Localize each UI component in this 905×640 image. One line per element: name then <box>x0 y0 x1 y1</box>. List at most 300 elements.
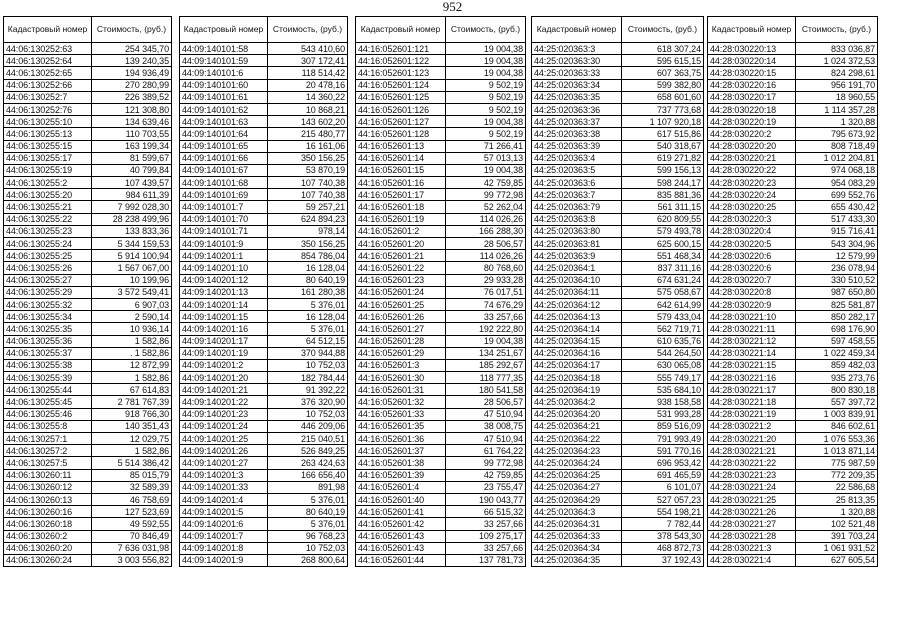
table-row <box>532 359 704 371</box>
table-row <box>180 506 348 518</box>
cost-cell: 33 257,66 <box>446 542 526 554</box>
table-row <box>532 433 704 445</box>
cost-cell: 791 993,49 <box>622 433 704 445</box>
cadastral-number-cell: 44:28:030220:24 <box>708 189 796 201</box>
cadastral-number-cell: 44:06:130255:24 <box>4 238 92 250</box>
cadastral-number-cell: 44:09:140201:5 <box>180 506 268 518</box>
table-row <box>180 225 348 237</box>
cadastral-number-cell: 44:25:020363:79 <box>532 201 622 213</box>
cost-cell: 655 430,42 <box>796 201 878 213</box>
cadastral-number-cell: 44:28:030221:25 <box>708 493 796 505</box>
table-row <box>4 116 172 128</box>
cadastral-number-cell: 44:25:020364:11 <box>532 286 622 298</box>
cost-cell: 47 510,94 <box>446 433 526 445</box>
cost-table-2 <box>179 16 348 567</box>
cadastral-number-cell: 44:28:030220:21 <box>708 152 796 164</box>
cost-cell: 376 320,90 <box>268 396 348 408</box>
cadastral-number-cell: 44:06:130255:34 <box>4 311 92 323</box>
cadastral-number-cell: 44:09:140101:58 <box>180 43 268 55</box>
table-row <box>4 506 172 518</box>
cost-cell: 52 262,04 <box>446 201 526 213</box>
cost-cell: 595 615,15 <box>622 55 704 67</box>
cadastral-number-cell: 44:25:020364:27 <box>532 481 622 493</box>
cost-cell: 33 257,66 <box>446 311 526 323</box>
cost-cell: 7 992 028,30 <box>92 201 172 213</box>
table-row <box>4 140 172 152</box>
cadastral-number-cell: 44:28:030220:9 <box>708 298 796 310</box>
table-row <box>356 177 526 189</box>
table-row <box>532 103 704 115</box>
table-row <box>180 347 348 359</box>
table-row <box>180 396 348 408</box>
cadastral-number-cell: 44:06:130252:64 <box>4 55 92 67</box>
cadastral-number-cell: 44:28:030220:3 <box>708 213 796 225</box>
table-row <box>532 335 704 347</box>
cadastral-number-cell: 44:25:020363:36 <box>532 103 622 115</box>
cadastral-number-cell: 44:06:130260:2 <box>4 530 92 542</box>
table-row <box>356 457 526 469</box>
table-row <box>356 67 526 79</box>
cost-cell: 109 275,17 <box>446 530 526 542</box>
page-number: 952 <box>442 0 463 14</box>
table-row <box>180 335 348 347</box>
cost-cell: 236 078,94 <box>796 262 878 274</box>
table-row <box>4 433 172 445</box>
cost-cell: 3 572 549,41 <box>92 286 172 298</box>
cost-cell: 163 199,34 <box>92 140 172 152</box>
table-row <box>4 274 172 286</box>
cadastral-number-cell: 44:28:030221:16 <box>708 372 796 384</box>
cadastral-number-cell: 44:25:020364:17 <box>532 359 622 371</box>
cadastral-number-cell: 44:28:030221:17 <box>708 384 796 396</box>
cost-cell: 699 552,76 <box>796 189 878 201</box>
table-row <box>708 79 878 91</box>
cadastral-number-cell: 44:25:020363:9 <box>532 250 622 262</box>
cost-cell: 1 582,86 <box>92 372 172 384</box>
cadastral-number-cell: 44:09:140201:14 <box>180 298 268 310</box>
cadastral-number-cell: 44:09:140101:61 <box>180 91 268 103</box>
table-row <box>180 311 348 323</box>
table-row <box>180 286 348 298</box>
cadastral-number-cell: 44:06:130255:32 <box>4 298 92 310</box>
table-row <box>356 103 526 115</box>
cost-cell: 1 107 920,18 <box>622 116 704 128</box>
cadastral-number-cell: 44:09:140201:7 <box>180 530 268 542</box>
header-cost: Стоимость, (руб.) <box>796 17 878 43</box>
cost-cell: 5 376,01 <box>268 323 348 335</box>
cost-cell: 698 176,90 <box>796 323 878 335</box>
table-row <box>356 140 526 152</box>
cadastral-number-cell: 44:28:030220:2 <box>708 128 796 140</box>
table-row <box>4 128 172 140</box>
table-row <box>4 79 172 91</box>
cadastral-number-cell: 44:28:030221:21 <box>708 445 796 457</box>
header-cost: Стоимость, (руб.) <box>268 17 348 43</box>
table-row <box>708 530 878 542</box>
table-row <box>356 445 526 457</box>
cost-cell: 630 065,08 <box>622 359 704 371</box>
cadastral-number-cell: 44:28:030220:15 <box>708 67 796 79</box>
cadastral-number-cell: 44:25:020364:20 <box>532 408 622 420</box>
cadastral-number-cell: 44:06:130255:36 <box>4 335 92 347</box>
cost-cell: 263 424,63 <box>268 457 348 469</box>
cost-cell: 66 515,32 <box>446 506 526 518</box>
cost-cell: 825 581,87 <box>796 298 878 310</box>
cost-cell: 3 003 556,82 <box>92 554 172 566</box>
table-row <box>180 250 348 262</box>
cost-cell: 14 360,22 <box>268 91 348 103</box>
cadastral-number-cell: 44:28:030221:18 <box>708 396 796 408</box>
table-row <box>532 274 704 286</box>
table-row <box>356 481 526 493</box>
cost-cell: 215 040,51 <box>268 433 348 445</box>
cost-cell: 5 376,01 <box>268 298 348 310</box>
cadastral-number-cell: 44:16:052601:30 <box>356 372 446 384</box>
cost-cell: 64 512,15 <box>268 335 348 347</box>
table-row <box>356 91 526 103</box>
cadastral-number-cell: 44:16:052601:43 <box>356 530 446 542</box>
cadastral-number-cell: 44:25:020363:8 <box>532 213 622 225</box>
cost-cell: 617 515,86 <box>622 128 704 140</box>
cost-cell: 984 611,39 <box>92 189 172 201</box>
cost-cell: 674 631,24 <box>622 274 704 286</box>
cost-cell: 557 397,72 <box>796 396 878 408</box>
table-row <box>356 116 526 128</box>
cost-cell: 974 068,18 <box>796 164 878 176</box>
cost-cell: 19 004,38 <box>446 67 526 79</box>
cadastral-number-cell: 44:06:130255:22 <box>4 213 92 225</box>
cadastral-number-cell: 44:25:020364:25 <box>532 469 622 481</box>
cost-cell: 166 656,40 <box>268 469 348 481</box>
table-row <box>180 79 348 91</box>
cadastral-number-cell: 44:09:140201:10 <box>180 262 268 274</box>
cost-cell: 23 755,47 <box>446 481 526 493</box>
cadastral-number-cell: 44:25:020364:21 <box>532 420 622 432</box>
cadastral-number-cell: 44:16:052601:42 <box>356 518 446 530</box>
table-row <box>4 347 172 359</box>
cost-cell: 350 156,25 <box>268 238 348 250</box>
table-row <box>708 262 878 274</box>
cost-cell: 12 579,99 <box>796 250 878 262</box>
table-row <box>532 384 704 396</box>
table-row <box>4 201 172 213</box>
cost-cell: 118 514,42 <box>268 67 348 79</box>
cost-cell: 978,14 <box>268 225 348 237</box>
cadastral-number-cell: 44:28:030220:19 <box>708 116 796 128</box>
table-row <box>708 433 878 445</box>
cadastral-number-cell: 44:16:052601:21 <box>356 250 446 262</box>
cost-cell: 598 244,17 <box>622 177 704 189</box>
table-row <box>356 433 526 445</box>
table-row <box>532 298 704 310</box>
cost-cell: 22 586,68 <box>796 481 878 493</box>
cost-cell: 25 813,35 <box>796 493 878 505</box>
table-row <box>708 481 878 493</box>
table-row <box>356 250 526 262</box>
cost-cell: 28 238 499,96 <box>92 213 172 225</box>
cadastral-number-cell: 44:09:140101:69 <box>180 189 268 201</box>
cost-cell: 531 993,28 <box>622 408 704 420</box>
cadastral-number-cell: 44:28:030221:2 <box>708 420 796 432</box>
cost-cell: 99 772,98 <box>446 457 526 469</box>
cadastral-number-cell: 44:25:020363:5 <box>532 164 622 176</box>
table-row <box>708 116 878 128</box>
cadastral-number-cell: 44:25:020364:24 <box>532 457 622 469</box>
cadastral-number-cell: 44:09:140101:60 <box>180 79 268 91</box>
table-row <box>180 201 348 213</box>
cadastral-number-cell: 44:16:052601:24 <box>356 286 446 298</box>
table-row <box>4 311 172 323</box>
table-row <box>356 396 526 408</box>
table-row <box>708 67 878 79</box>
cadastral-number-cell: 44:25:020364:12 <box>532 298 622 310</box>
cadastral-number-cell: 44:28:030220:17 <box>708 91 796 103</box>
cost-cell: 775 987,59 <box>796 457 878 469</box>
cost-cell: 5 514 386,42 <box>92 457 172 469</box>
cost-cell: 268 800,64 <box>268 554 348 566</box>
header-cadastral-number: Кадастровый номер <box>4 17 92 43</box>
table-row <box>708 286 878 298</box>
table-row <box>708 518 878 530</box>
table-row <box>708 55 878 67</box>
cost-cell: 370 944,88 <box>268 347 348 359</box>
cadastral-number-cell: 44:06:130255:23 <box>4 225 92 237</box>
table-row <box>180 530 348 542</box>
cost-cell: 102 521,48 <box>796 518 878 530</box>
cadastral-number-cell: 44:28:030221:10 <box>708 311 796 323</box>
cost-cell: 1 003 839,91 <box>796 408 878 420</box>
table-row <box>4 225 172 237</box>
cadastral-number-cell: 44:16:052601:121 <box>356 43 446 55</box>
cost-cell: 161 280,38 <box>268 286 348 298</box>
table-row <box>532 518 704 530</box>
table-row <box>180 213 348 225</box>
header-cadastral-number: Кадастровый номер <box>356 17 446 43</box>
cadastral-number-cell: 44:09:140201:16 <box>180 323 268 335</box>
cost-cell: 540 318,67 <box>622 140 704 152</box>
cost-cell: 10 752,03 <box>268 359 348 371</box>
cadastral-number-cell: 44:28:030220:4 <box>708 225 796 237</box>
cost-cell: 772 209,35 <box>796 469 878 481</box>
cost-cell: 9 502,19 <box>446 91 526 103</box>
cadastral-number-cell: 44:28:030220:8 <box>708 286 796 298</box>
table-row <box>532 420 704 432</box>
cost-cell: 143 602,20 <box>268 116 348 128</box>
cadastral-number-cell: 44:25:020363:37 <box>532 116 622 128</box>
cadastral-number-cell: 44:25:020363:34 <box>532 79 622 91</box>
table-row <box>708 152 878 164</box>
cadastral-number-cell: 44:25:020364:22 <box>532 433 622 445</box>
cadastral-number-cell: 44:16:052601:17 <box>356 189 446 201</box>
table-row <box>708 189 878 201</box>
cadastral-number-cell: 44:16:052601:29 <box>356 347 446 359</box>
cadastral-number-cell: 44:16:052601:2 <box>356 225 446 237</box>
table-row <box>708 372 878 384</box>
cost-cell: 81 599,67 <box>92 152 172 164</box>
table-row <box>708 335 878 347</box>
cost-cell: 254 345,70 <box>92 43 172 55</box>
cadastral-number-cell: 44:16:052601:128 <box>356 128 446 140</box>
cost-cell: 194 936,49 <box>92 67 172 79</box>
cost-cell: 80 768,60 <box>446 262 526 274</box>
cadastral-number-cell: 44:06:130255:19 <box>4 164 92 176</box>
cadastral-number-cell: 44:06:130257:1 <box>4 433 92 445</box>
cost-cell: 127 523,69 <box>92 506 172 518</box>
cadastral-number-cell: 44:09:140101:9 <box>180 238 268 250</box>
table-row <box>4 384 172 396</box>
cadastral-number-cell: 44:09:140101:59 <box>180 55 268 67</box>
cost-cell: 987 650,80 <box>796 286 878 298</box>
table-row <box>708 225 878 237</box>
table-row <box>356 506 526 518</box>
cadastral-number-cell: 44:06:130260:18 <box>4 518 92 530</box>
cost-cell: 599 382,80 <box>622 79 704 91</box>
cost-cell: 10 868,21 <box>268 103 348 115</box>
cadastral-number-cell: 44:25:020364:16 <box>532 347 622 359</box>
table-row <box>180 542 348 554</box>
table-row <box>708 298 878 310</box>
cadastral-number-cell: 44:09:140201:17 <box>180 335 268 347</box>
cost-cell: 956 191,70 <box>796 79 878 91</box>
table-row <box>356 225 526 237</box>
table-row <box>356 493 526 505</box>
cadastral-number-cell: 44:16:052601:20 <box>356 238 446 250</box>
cost-cell: 1 013 871,14 <box>796 445 878 457</box>
table-row <box>356 359 526 371</box>
cadastral-number-cell: 44:25:020364:23 <box>532 445 622 457</box>
cadastral-number-cell: 44:16:052601:19 <box>356 213 446 225</box>
cost-cell: 579 493,78 <box>622 225 704 237</box>
table-row <box>532 152 704 164</box>
cadastral-number-cell: 44:06:130252:7 <box>4 91 92 103</box>
cadastral-number-cell: 44:28:030221:14 <box>708 347 796 359</box>
table-row <box>708 506 878 518</box>
cost-cell: 114 026,26 <box>446 250 526 262</box>
table-row <box>532 79 704 91</box>
cost-cell: 70 846,49 <box>92 530 172 542</box>
cost-cell: 446 209,06 <box>268 420 348 432</box>
cost-cell: 915 716,41 <box>796 225 878 237</box>
cost-cell: 19 004,38 <box>446 335 526 347</box>
table-row <box>180 457 348 469</box>
cost-cell: 835 881,36 <box>622 189 704 201</box>
cadastral-number-cell: 44:28:030221:26 <box>708 506 796 518</box>
cadastral-number-cell: 44:09:140101:66 <box>180 152 268 164</box>
cost-cell: 19 004,38 <box>446 55 526 67</box>
table-row <box>356 79 526 91</box>
cost-cell: 543 410,60 <box>268 43 348 55</box>
cadastral-number-cell: 44:09:140101:7 <box>180 201 268 213</box>
cadastral-number-cell: 44:16:052601:16 <box>356 177 446 189</box>
cost-cell: 1 567 067,00 <box>92 262 172 274</box>
cadastral-number-cell: 44:09:140101:6 <box>180 67 268 79</box>
cost-cell: 5 914 100,94 <box>92 250 172 262</box>
cadastral-number-cell: 44:09:140201:33 <box>180 481 268 493</box>
cadastral-number-cell: 44:16:052601:31 <box>356 384 446 396</box>
table-row <box>180 116 348 128</box>
cadastral-number-cell: 44:16:052601:41 <box>356 506 446 518</box>
cadastral-number-cell: 44:25:020363:6 <box>532 177 622 189</box>
cadastral-number-cell: 44:09:140201:22 <box>180 396 268 408</box>
table-row <box>356 152 526 164</box>
cadastral-number-cell: 44:06:130255:38 <box>4 359 92 371</box>
cadastral-number-cell: 44:16:052601:27 <box>356 323 446 335</box>
cost-cell: 7 636 031,98 <box>92 542 172 554</box>
cadastral-number-cell: 44:09:140101:71 <box>180 225 268 237</box>
table-row <box>708 164 878 176</box>
cost-cell: 800 830,18 <box>796 384 878 396</box>
cost-cell: 38 008,75 <box>446 420 526 432</box>
table-row <box>708 359 878 371</box>
cost-cell: 7 782,44 <box>622 518 704 530</box>
table-row <box>4 177 172 189</box>
cadastral-number-cell: 44:06:130260:24 <box>4 554 92 566</box>
cost-cell: 551 468,34 <box>622 250 704 262</box>
cost-cell: 16 128,04 <box>268 262 348 274</box>
cost-cell: 526 849,25 <box>268 445 348 457</box>
cadastral-number-cell: 44:28:030220:16 <box>708 79 796 91</box>
cadastral-number-cell: 44:06:130252:66 <box>4 79 92 91</box>
cadastral-number-cell: 44:09:140201:9 <box>180 554 268 566</box>
cost-cell: 597 458,55 <box>796 335 878 347</box>
cadastral-number-cell: 44:06:130260:20 <box>4 542 92 554</box>
cadastral-number-cell: 44:09:140201:23 <box>180 408 268 420</box>
cost-cell: 59 257,21 <box>268 201 348 213</box>
cadastral-number-cell: 44:09:140101:63 <box>180 116 268 128</box>
table-row <box>356 164 526 176</box>
table-row <box>356 347 526 359</box>
cost-cell: 12 872,99 <box>92 359 172 371</box>
cadastral-number-cell: 44:06:130255:2 <box>4 177 92 189</box>
cadastral-number-cell: 44:25:020363:30 <box>532 55 622 67</box>
cadastral-number-cell: 44:16:052601:126 <box>356 103 446 115</box>
cadastral-number-cell: 44:09:140201:24 <box>180 420 268 432</box>
cost-cell: 544 264,50 <box>622 347 704 359</box>
cost-cell: 1 320,88 <box>796 116 878 128</box>
cadastral-number-cell: 44:06:130255:29 <box>4 286 92 298</box>
cadastral-number-cell: 44:16:052601:40 <box>356 493 446 505</box>
table-row <box>708 311 878 323</box>
cadastral-number-cell: 44:06:130255:37 <box>4 347 92 359</box>
cost-cell: 535 684,10 <box>622 384 704 396</box>
table-row <box>4 542 172 554</box>
cadastral-number-cell: 44:16:052601:44 <box>356 554 446 566</box>
cost-cell: 619 271,82 <box>622 152 704 164</box>
table-row <box>532 445 704 457</box>
table-row <box>180 445 348 457</box>
table-row <box>532 91 704 103</box>
header-cost: Стоимость, (руб.) <box>92 17 172 43</box>
table-row <box>532 408 704 420</box>
table-row <box>4 189 172 201</box>
table-row <box>708 250 878 262</box>
table-row <box>532 323 704 335</box>
table-row <box>532 189 704 201</box>
table-row <box>4 323 172 335</box>
table-row <box>180 128 348 140</box>
cost-cell: 555 749,17 <box>622 372 704 384</box>
cost-cell: 2 781 767,39 <box>92 396 172 408</box>
cost-table-5 <box>707 16 878 567</box>
header-cost: Стоимость, (руб.) <box>622 17 704 43</box>
cost-cell: 9 502,19 <box>446 103 526 115</box>
table-row <box>4 91 172 103</box>
cost-cell: 107 439,57 <box>92 177 172 189</box>
cost-cell: 5 376,01 <box>268 518 348 530</box>
cost-cell: 53 870,19 <box>268 164 348 176</box>
table-row <box>708 384 878 396</box>
cost-cell: 61 764,22 <box>446 445 526 457</box>
